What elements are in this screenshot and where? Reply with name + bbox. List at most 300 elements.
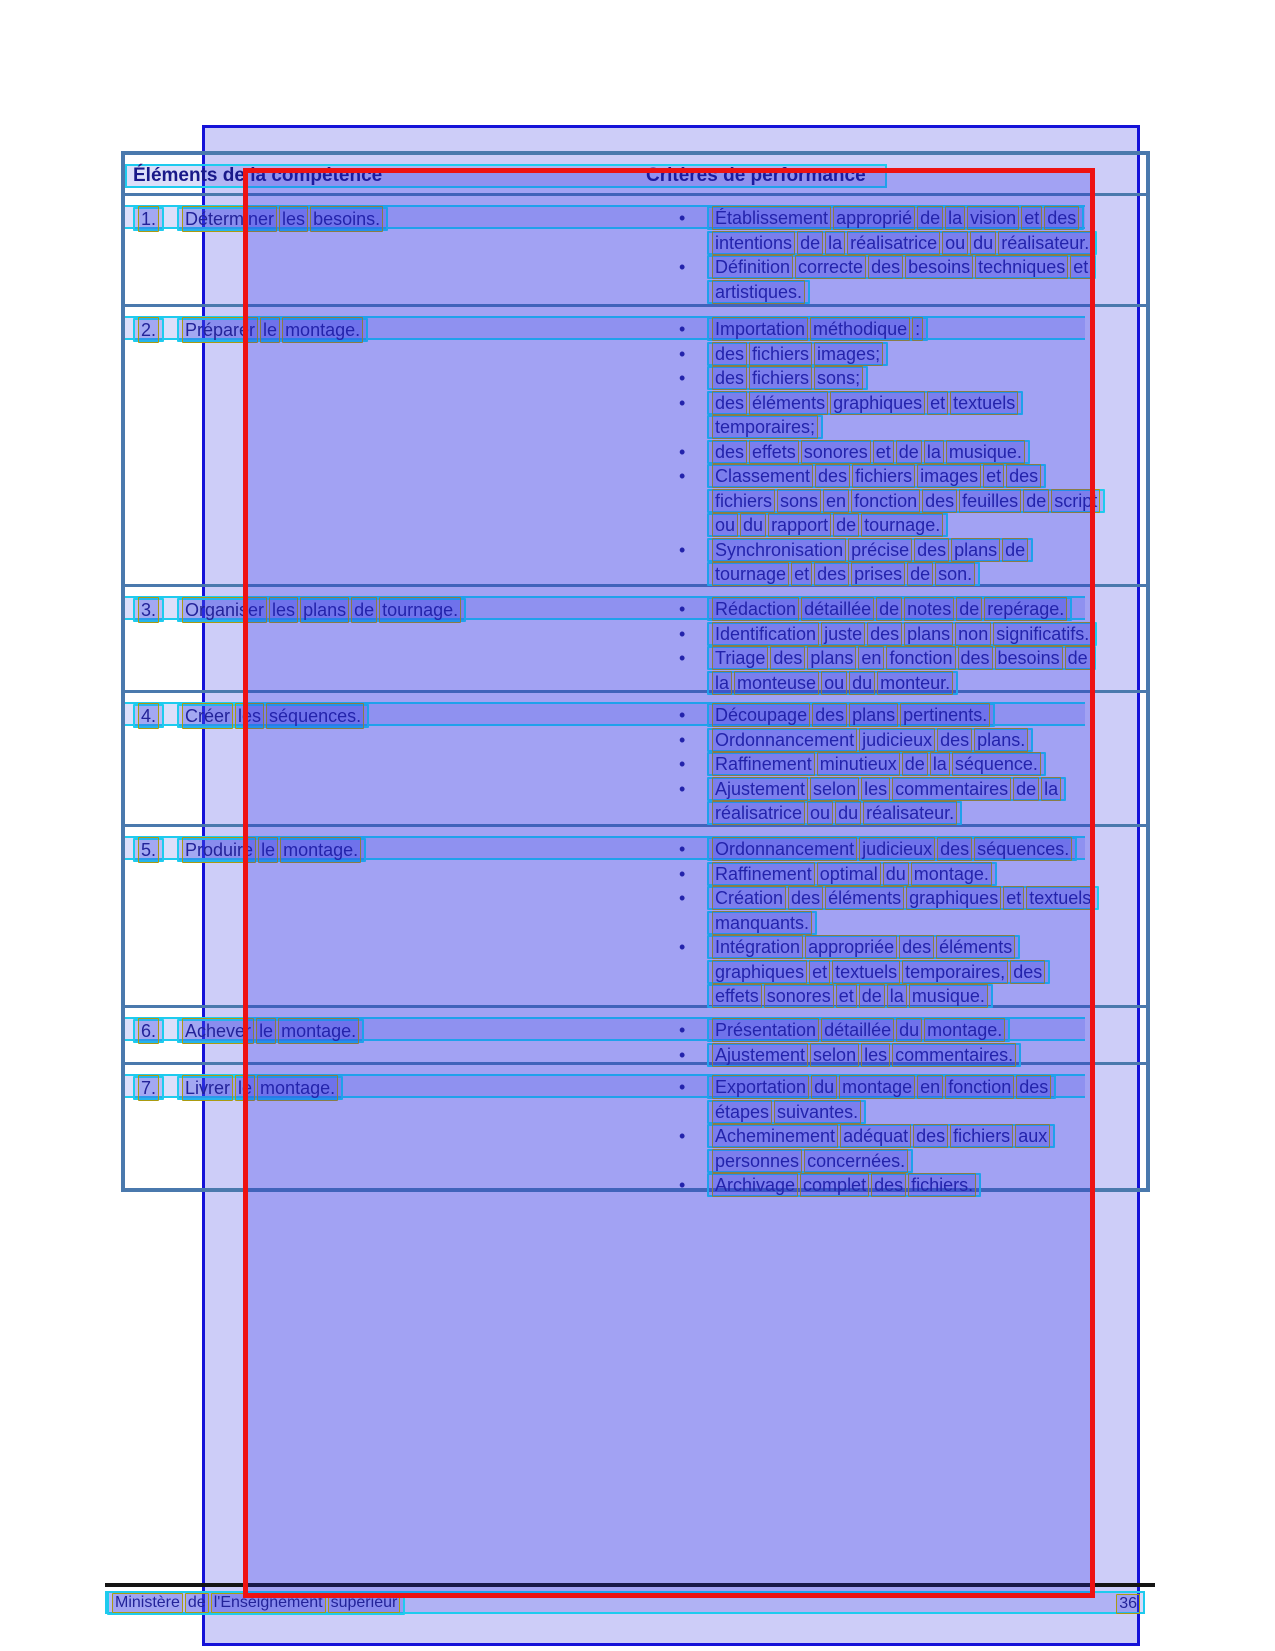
ocr-word: plans. — [974, 728, 1028, 752]
element-cell — [133, 837, 366, 862]
ocr-word: artistiques. — [712, 280, 805, 304]
ocr-word: judicieux — [859, 728, 935, 752]
ocr-word: éléments — [749, 391, 828, 415]
ocr-line — [107, 1591, 405, 1615]
criteria-cell — [677, 317, 1152, 587]
ocr-word: 6. — [138, 1018, 159, 1044]
criteria-line — [677, 703, 1152, 728]
competency-table — [121, 151, 1150, 1196]
ocr-word: Ministère — [112, 1593, 183, 1613]
ocr-word: en — [917, 1075, 943, 1099]
ocr-word: intentions — [712, 231, 795, 255]
criteria-line — [677, 513, 1152, 538]
ocr-word: des — [770, 646, 805, 670]
ocr-line — [707, 671, 958, 695]
ocr-word: des — [871, 1173, 906, 1197]
bullet-icon: • — [679, 441, 686, 462]
ocr-word: fonction — [851, 489, 920, 513]
ocr-word: de — [876, 597, 902, 621]
ocr-word: ou — [942, 231, 968, 255]
ocr-word: éléments — [936, 935, 1015, 959]
ocr-word: les — [279, 206, 308, 232]
ocr-word: Exportation — [712, 1075, 809, 1099]
criteria-line — [677, 777, 1152, 802]
ocr-word: 1. — [138, 206, 159, 232]
ocr-word: monteur. — [877, 671, 953, 695]
ocr-word: des — [1006, 464, 1041, 488]
bullet-icon: • — [679, 648, 686, 669]
criteria-line — [677, 752, 1152, 777]
criteria-line — [677, 646, 1152, 671]
criteria-line — [677, 1043, 1152, 1068]
ocr-word: ou — [821, 671, 847, 695]
ocr-word: fichiers — [749, 342, 812, 366]
element-cell — [133, 317, 368, 342]
ocr-line — [707, 391, 1023, 415]
ocr-line — [707, 513, 948, 537]
ocr-word: sonores — [764, 984, 834, 1008]
bullet-icon: • — [679, 392, 686, 413]
ocr-word: du — [835, 801, 861, 825]
ocr-word: commentaires. — [892, 1043, 1016, 1067]
criteria-line — [677, 984, 1152, 1009]
ocr-line — [707, 862, 997, 886]
ocr-line — [707, 366, 868, 390]
column-header-elements: Éléments de la compétence — [133, 165, 383, 186]
ocr-word: de — [859, 984, 885, 1008]
ocr-word: réalisateur. — [863, 801, 957, 825]
ocr-line — [707, 703, 995, 727]
bullet-icon: • — [679, 937, 686, 958]
ocr-word: temporaires, — [902, 960, 1008, 984]
ocr-word: monteuse — [734, 671, 819, 695]
ocr-word: montage. — [924, 1018, 1005, 1042]
footer — [105, 1591, 1145, 1614]
ocr-word: correcte — [795, 255, 866, 279]
criteria-line — [677, 280, 1152, 305]
criteria-line — [677, 728, 1152, 753]
ocr-word: : — [912, 317, 923, 341]
ocr-word: Découpage — [712, 703, 810, 727]
ocr-word: fichiers — [712, 489, 775, 513]
ocr-word: montage — [839, 1075, 915, 1099]
ocr-word: de — [917, 206, 943, 230]
ocr-line — [133, 1019, 164, 1043]
ocr-word: minutieux — [817, 752, 900, 776]
ocr-word: en — [823, 489, 849, 513]
ocr-word: musique. — [909, 984, 988, 1008]
ocr-word: plans — [807, 646, 856, 670]
ocr-word: du — [849, 671, 875, 695]
criteria-line — [677, 206, 1152, 231]
ocr-word: du — [970, 231, 996, 255]
ocr-word: 3. — [138, 597, 159, 623]
ocr-word: des — [712, 440, 747, 464]
ocr-word: montage. — [278, 1018, 359, 1044]
ocr-word: Raffinement — [712, 752, 815, 776]
ocr-word: textuels — [832, 960, 900, 984]
ocr-word: Établissement — [712, 206, 831, 230]
criteria-line — [677, 862, 1152, 887]
ocr-word: le — [258, 837, 278, 863]
ocr-word: réalisatrice — [712, 801, 805, 825]
ocr-word: juste — [821, 622, 865, 646]
ocr-word: effets — [712, 984, 762, 1008]
ocr-word: des — [815, 464, 850, 488]
ocr-word: des — [1044, 206, 1079, 230]
ocr-word: des — [814, 562, 849, 586]
criteria-line — [677, 1075, 1152, 1100]
ocr-word: des — [1010, 960, 1045, 984]
ocr-word: et — [1070, 255, 1091, 279]
criteria-line — [677, 837, 1152, 862]
ocr-word: commentaires — [892, 777, 1011, 801]
ocr-word: et — [873, 440, 894, 464]
page-number: 36 — [1116, 1594, 1140, 1614]
ocr-word: de — [902, 752, 928, 776]
ocr-word: prises — [851, 562, 905, 586]
bullet-icon: • — [679, 599, 686, 620]
ocr-word: adéquat — [840, 1124, 911, 1148]
ocr-word: Rédaction — [712, 597, 799, 621]
element-cell — [133, 1075, 343, 1100]
bullet-icon: • — [679, 754, 686, 775]
ocr-word: des — [1016, 1075, 1051, 1099]
ocr-word: des — [812, 703, 847, 727]
bullet-icon: • — [679, 257, 686, 278]
ocr-word: tournage. — [379, 597, 461, 623]
ocr-word: pertinents. — [900, 703, 990, 727]
criteria-line — [677, 960, 1152, 985]
ocr-line — [177, 598, 466, 622]
ocr-word: étapes — [712, 1100, 772, 1124]
ocr-line — [177, 207, 388, 231]
ocr-word: sons — [777, 489, 821, 513]
ocr-word: de — [1065, 646, 1091, 670]
ocr-line — [177, 838, 366, 862]
ocr-word: Définition — [712, 255, 793, 279]
criteria-line — [677, 1124, 1152, 1149]
ocr-line — [707, 317, 928, 341]
ocr-word: Ajustement — [712, 1043, 808, 1067]
ocr-word: Importation — [712, 317, 808, 341]
ocr-word: du — [740, 513, 766, 537]
ocr-line — [707, 538, 1033, 562]
criteria-cell — [677, 206, 1152, 304]
ocr-word: Classement — [712, 464, 813, 488]
ocr-word: des — [712, 391, 747, 415]
ocr-line — [707, 984, 993, 1008]
ocr-word: détaillée — [801, 597, 874, 621]
ocr-word: approprié — [833, 206, 915, 230]
ocr-word: textuels — [1026, 886, 1094, 910]
criteria-line — [677, 562, 1152, 587]
ocr-word: effets — [749, 440, 799, 464]
ocr-word: 2. — [138, 317, 159, 343]
ocr-line — [707, 255, 1096, 279]
ocr-word: des — [937, 837, 972, 861]
ocr-word: repérage. — [984, 597, 1067, 621]
ocr-word: des — [958, 646, 993, 670]
ocr-word: manquants. — [712, 911, 812, 935]
criteria-line — [677, 415, 1152, 440]
ocr-line — [133, 1076, 164, 1100]
ocr-word: notes — [904, 597, 954, 621]
table-row — [125, 193, 1146, 304]
ocr-line — [707, 597, 1072, 621]
ocr-word: Produire — [182, 837, 256, 863]
ocr-word: des — [788, 886, 823, 910]
criteria-line — [677, 464, 1152, 489]
ocr-word: du — [811, 1075, 837, 1099]
ocr-word: aux — [1015, 1124, 1050, 1148]
criteria-line — [677, 1100, 1152, 1125]
ocr-line — [133, 838, 164, 862]
ocr-word: les — [861, 777, 890, 801]
criteria-line — [677, 597, 1152, 622]
ocr-word: des — [914, 538, 949, 562]
ocr-word: script — [1051, 489, 1100, 513]
criteria-line — [677, 255, 1152, 280]
ocr-word: musique. — [946, 440, 1025, 464]
bullet-icon: • — [679, 778, 686, 799]
ocr-line — [707, 1075, 1056, 1099]
ocr-line — [133, 598, 164, 622]
ocr-line — [707, 231, 1097, 255]
ocr-word: la — [924, 440, 944, 464]
ocr-word: 7. — [138, 1075, 159, 1101]
footer-text — [107, 1591, 405, 1615]
ocr-word: les — [235, 703, 264, 729]
ocr-word: montage. — [282, 317, 363, 343]
ocr-word: Créer — [182, 703, 233, 729]
ocr-word: des — [867, 622, 902, 646]
ocr-word: Intégration — [712, 935, 803, 959]
ocr-word: non — [955, 622, 991, 646]
ocr-word: de — [896, 440, 922, 464]
ocr-line — [177, 1019, 364, 1043]
ocr-word: 4. — [138, 703, 159, 729]
ocr-word: les — [269, 597, 298, 623]
ocr-line — [707, 440, 1030, 464]
bullet-icon: • — [679, 466, 686, 487]
ocr-word: et — [983, 464, 1004, 488]
ocr-word: Livrer — [182, 1075, 233, 1101]
ocr-word: fichiers — [749, 366, 812, 390]
ocr-word: de — [956, 597, 982, 621]
ocr-line — [707, 777, 1066, 801]
ocr-word: besoins — [905, 255, 973, 279]
ocr-word: de — [1013, 777, 1039, 801]
ocr-word: réalisateur. — [998, 231, 1092, 255]
ocr-line — [707, 752, 1046, 776]
criteria-line — [677, 935, 1152, 960]
ocr-word: séquences. — [974, 837, 1072, 861]
ocr-word: plans — [904, 622, 953, 646]
ocr-word: des — [913, 1124, 948, 1148]
bullet-icon: • — [679, 319, 686, 340]
ocr-word: et — [809, 960, 830, 984]
ocr-word: fichiers — [852, 464, 915, 488]
ocr-line — [707, 1043, 1021, 1067]
table-row — [125, 584, 1146, 693]
ocr-word: Déterminer — [182, 206, 277, 232]
ocr-word: et — [1021, 206, 1042, 230]
criteria-cell — [677, 1075, 1152, 1198]
ocr-word: réalisatrice — [847, 231, 940, 255]
criteria-cell — [677, 703, 1152, 826]
ocr-line — [707, 960, 1050, 984]
criteria-line — [677, 440, 1152, 465]
ocr-line — [707, 280, 810, 304]
ocr-word: graphiques — [906, 886, 1001, 910]
ocr-word: le — [256, 1018, 276, 1044]
ocr-word: plans — [849, 703, 898, 727]
ocr-word: textuels — [950, 391, 1018, 415]
ocr-word: méthodique — [810, 317, 910, 341]
ocr-word: ou — [712, 513, 738, 537]
ocr-word: sonores — [801, 440, 871, 464]
ocr-word: des — [712, 366, 747, 390]
ocr-word: et — [927, 391, 948, 415]
ocr-line — [133, 318, 164, 342]
ocr-word: le — [260, 317, 280, 343]
bullet-icon: • — [679, 1126, 686, 1147]
ocr-line — [707, 415, 823, 439]
ocr-word: montage. — [280, 837, 361, 863]
ocr-word: judicieux — [859, 837, 935, 861]
ocr-line — [707, 342, 888, 366]
ocr-word: de — [797, 231, 823, 255]
ocr-word: images — [917, 464, 981, 488]
criteria-line — [677, 538, 1152, 563]
criteria-line — [677, 1173, 1152, 1198]
ocr-line — [707, 489, 1105, 513]
bullet-icon: • — [679, 1077, 686, 1098]
ocr-line — [177, 318, 368, 342]
criteria-cell — [677, 1018, 1152, 1067]
bullet-icon: • — [679, 839, 686, 860]
ocr-word: du — [896, 1018, 922, 1042]
ocr-word: montage. — [257, 1075, 338, 1101]
table-row — [125, 1005, 1146, 1065]
ocr-line — [707, 886, 1099, 910]
ocr-word: Identification — [712, 622, 819, 646]
ocr-word: Préparer — [182, 317, 258, 343]
criteria-line — [677, 317, 1152, 342]
ocr-word: 5. — [138, 837, 159, 863]
ocr-word: Ajustement — [712, 777, 808, 801]
ocr-word: de — [185, 1593, 209, 1613]
ocr-word: tournage. — [861, 513, 943, 537]
element-cell — [133, 206, 388, 231]
ocr-word: Ordonnancement — [712, 728, 857, 752]
criteria-line — [677, 886, 1152, 911]
ocr-word: et — [791, 562, 812, 586]
ocr-word: des — [868, 255, 903, 279]
ocr-word: fichiers. — [908, 1173, 976, 1197]
ocr-word: éléments — [825, 886, 904, 910]
ocr-word: plans — [951, 538, 1000, 562]
ocr-word: et — [836, 984, 857, 1008]
ocr-word: de — [907, 562, 933, 586]
criteria-line — [677, 391, 1152, 416]
ocr-word: complet — [800, 1173, 869, 1197]
ocr-word: montage. — [911, 862, 992, 886]
ocr-word: besoins — [995, 646, 1063, 670]
bullet-icon: • — [679, 1175, 686, 1196]
ocr-word: sons; — [814, 366, 863, 390]
ocr-word: personnes — [712, 1149, 802, 1173]
criteria-line — [677, 801, 1152, 826]
table-row — [125, 824, 1146, 1005]
ocr-word: les — [861, 1043, 890, 1067]
table-header-row — [125, 155, 1146, 193]
ocr-word: Organiser — [182, 597, 267, 623]
ocr-word: temporaires; — [712, 415, 818, 439]
criteria-line — [677, 231, 1152, 256]
bullet-icon: • — [679, 368, 686, 389]
ocr-word: tournage — [712, 562, 789, 586]
ocr-word: feuilles — [959, 489, 1021, 513]
criteria-cell — [677, 597, 1152, 695]
ocr-line — [707, 837, 1077, 861]
ocr-word: Présentation — [712, 1018, 819, 1042]
ocr-line — [707, 1100, 866, 1124]
ocr-word: images; — [814, 342, 883, 366]
element-cell — [133, 703, 369, 728]
ocr-word: de — [1023, 489, 1049, 513]
bullet-icon: • — [679, 705, 686, 726]
ocr-word: la — [1041, 777, 1061, 801]
ocr-word: Achever — [182, 1018, 254, 1044]
ocr-line — [707, 562, 980, 586]
element-cell — [133, 597, 466, 622]
ocr-word: selon — [810, 777, 859, 801]
criteria-line — [677, 622, 1152, 647]
ocr-word: Acheminement — [712, 1124, 838, 1148]
ocr-line — [707, 622, 1097, 646]
ocr-line — [707, 646, 1096, 670]
table-row — [125, 1062, 1146, 1196]
ocr-word: Ordonnancement — [712, 837, 857, 861]
ocr-word: appropriée — [805, 935, 897, 959]
criteria-cell — [677, 837, 1152, 1009]
ocr-line — [707, 801, 962, 825]
ocr-word: Archivage — [712, 1173, 798, 1197]
ocr-word: ou — [807, 801, 833, 825]
ocr-word: des — [937, 728, 972, 752]
ocr-word: supérieur — [328, 1593, 401, 1613]
ocr-line — [177, 704, 369, 728]
ocr-word: et — [1003, 886, 1024, 910]
bullet-icon: • — [679, 888, 686, 909]
ocr-word: la — [712, 671, 732, 695]
footer-divider-line — [105, 1583, 1155, 1587]
ocr-word: détaillée — [821, 1018, 894, 1042]
criteria-line — [677, 489, 1152, 514]
ocr-word: la — [945, 206, 965, 230]
bullet-icon: • — [679, 623, 686, 644]
bullet-icon: • — [679, 208, 686, 229]
ocr-word: optimal — [817, 862, 881, 886]
ocr-word: précise — [848, 538, 912, 562]
ocr-word: séquence. — [952, 752, 1041, 776]
ocr-word: Création — [712, 886, 786, 910]
bullet-icon: • — [679, 1020, 686, 1041]
ocr-line — [177, 1076, 343, 1100]
criteria-line — [677, 671, 1152, 696]
